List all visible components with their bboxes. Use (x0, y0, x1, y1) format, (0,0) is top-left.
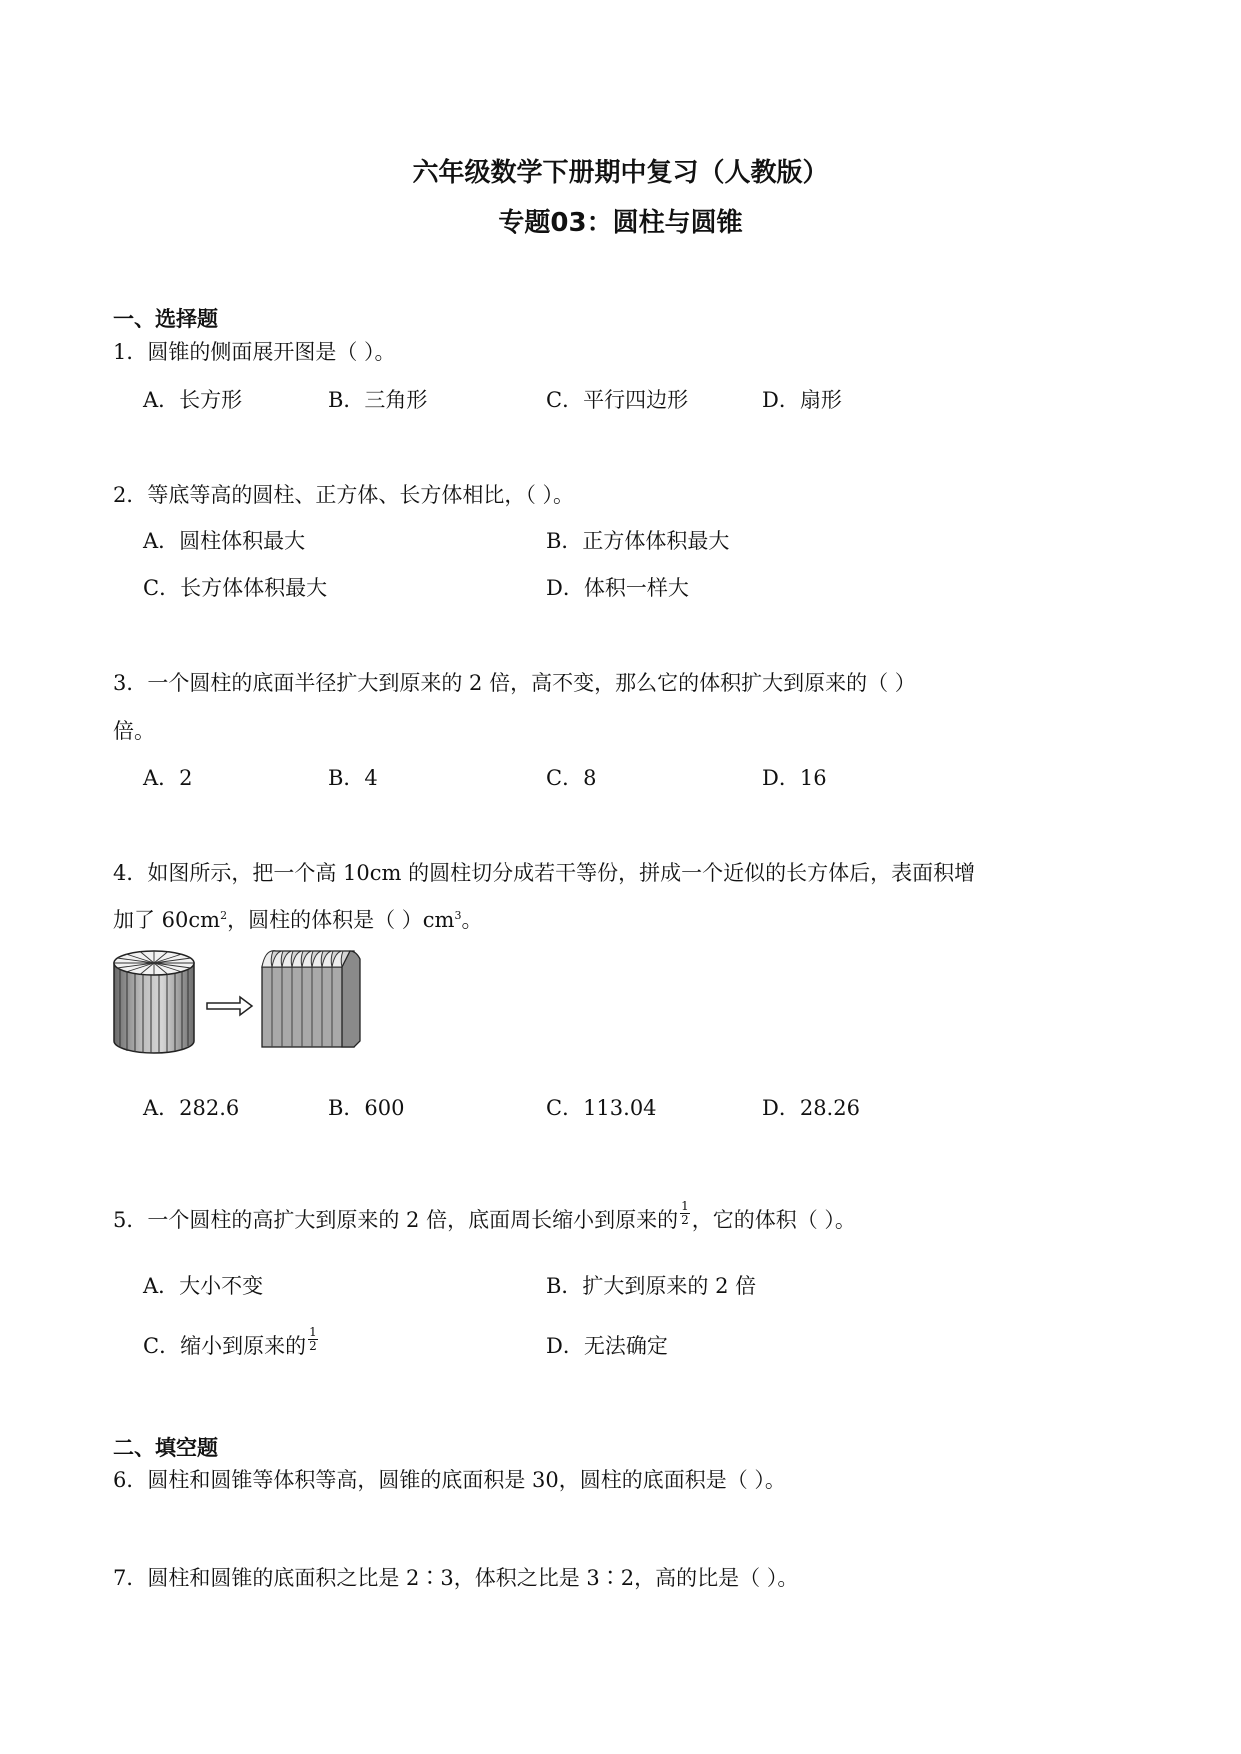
q3-option-d: D．16 (762, 766, 827, 790)
q5-fraction (680, 1200, 690, 1227)
q5-option-c-denominator: 2 (309, 1339, 317, 1353)
q5-fraction-numerator: 1 (681, 1199, 689, 1213)
q2-option-d: D．体积一样大 (546, 576, 689, 600)
q3-option-b: B．4 (328, 766, 378, 790)
q5-option-c-text: C．缩小到原来的 (143, 1334, 307, 1358)
q5-text-a: 5．一个圆柱的高扩大到原来的 2 倍，底面周长缩小到原来的 (113, 1208, 679, 1232)
section-heading-choice: 一、选择题 (113, 307, 218, 331)
q1-option-b: B．三角形 (328, 388, 428, 412)
question-1: 1．圆锥的侧面展开图是（ ）。 (113, 340, 396, 364)
q2-option-a: A．圆柱体积最大 (143, 529, 306, 553)
q4-text-c: 。 (461, 908, 483, 932)
q4-option-b: B．600 (328, 1096, 405, 1120)
question-3-line-1: 3．一个圆柱的底面半径扩大到原来的 2 倍，高不变，那么它的体积扩大到原来的（ ） (113, 671, 916, 695)
q1-option-a: A．长方形 (143, 388, 243, 412)
q5-option-c-fraction (308, 1326, 318, 1353)
q4-superscript-2: 2 (220, 909, 228, 922)
q4-superscript-3: 3 (454, 909, 462, 922)
q4-option-c: C．113.04 (546, 1096, 657, 1120)
q2-option-b: B．正方体体积最大 (546, 529, 730, 553)
q3-option-c: C．8 (546, 766, 597, 790)
q5-text-b: ，它的体积（ ）。 (691, 1208, 856, 1232)
right-arrow-icon (207, 997, 252, 1015)
q1-option-c: C．平行四边形 (546, 388, 689, 412)
q4-option-a: A．282.6 (143, 1096, 240, 1120)
q5-option-a: A．大小不变 (143, 1274, 264, 1298)
q1-option-d: D．扇形 (762, 388, 842, 412)
q5-fraction-denominator: 2 (681, 1213, 689, 1227)
question-7: 7．圆柱和圆锥的底面积之比是 2∶3，体积之比是 3∶2，高的比是（ ）。 (113, 1566, 799, 1590)
q3-option-a: A．2 (143, 766, 193, 790)
cylinder-icon (114, 951, 194, 1053)
cylinder-to-cuboid-figure (110, 945, 370, 1060)
page-title: 六年级数学下册期中复习（人教版） (412, 158, 829, 188)
question-5 (113, 1199, 856, 1235)
q4-text-b: ，圆柱的体积是（ ）cm (227, 908, 455, 932)
q5-option-d: D．无法确定 (546, 1334, 668, 1358)
page-subtitle: 专题03：圆柱与圆锥 (498, 208, 743, 238)
q4-text-a: 加了 60cm (113, 908, 221, 932)
question-6: 6．圆柱和圆锥等体积等高，圆锥的底面积是 30，圆柱的底面积是（ ）。 (113, 1468, 786, 1492)
q4-option-d: D．28.26 (762, 1096, 860, 1120)
cuboid-slices-icon (262, 951, 360, 1047)
q2-option-c: C．长方体体积最大 (143, 576, 328, 600)
question-2: 2．等底等高的圆柱、正方体、长方体相比，（ ）。 (113, 483, 575, 507)
section-heading-fill: 二、填空题 (113, 1436, 218, 1460)
q5-option-c-numerator: 1 (309, 1325, 317, 1339)
q5-option-b: B．扩大到原来的 2 倍 (546, 1274, 757, 1298)
question-4-line-2 (113, 904, 482, 934)
q5-option-c (143, 1325, 320, 1361)
question-4-line-1: 4．如图所示，把一个高 10cm 的圆柱切分成若干等份，拼成一个近似的长方体后，表面积增 (113, 861, 976, 885)
question-3-line-2: 倍。 (113, 719, 155, 743)
